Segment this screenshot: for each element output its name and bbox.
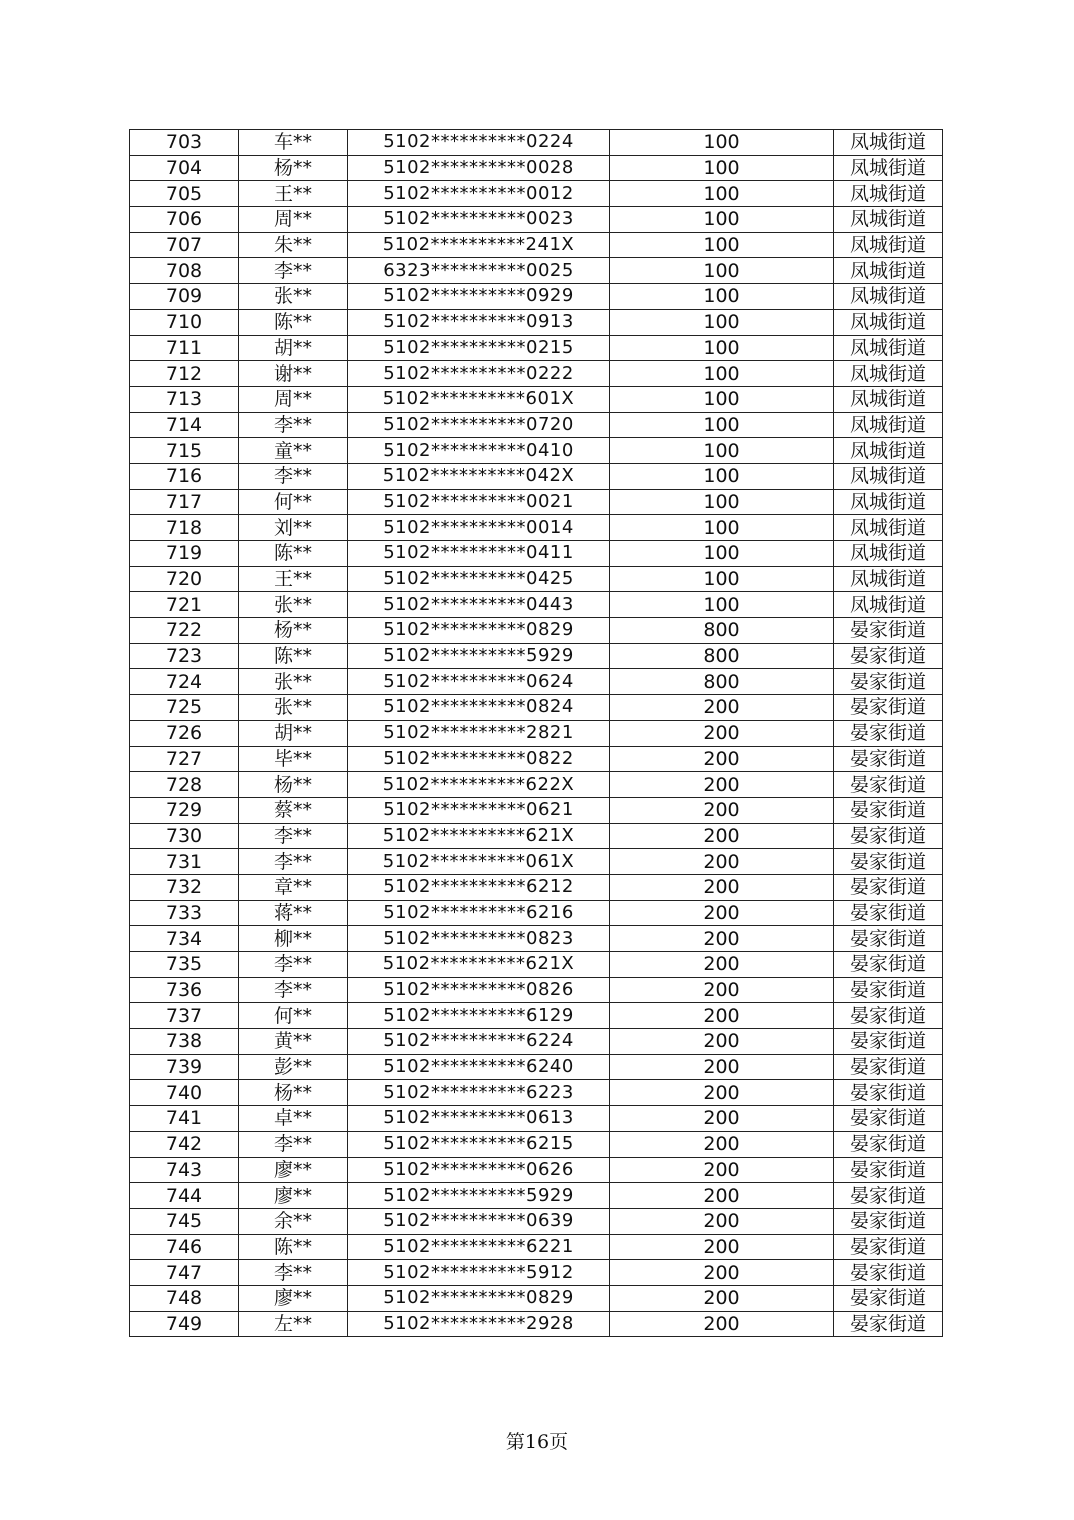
amount-cell: 100 xyxy=(610,386,834,412)
id-number-cell: 5102**********0224 xyxy=(348,130,610,156)
street-cell: 凤城街道 xyxy=(834,515,943,541)
table-row xyxy=(130,1080,943,1106)
table-row xyxy=(130,1285,943,1311)
seq-cell: 713 xyxy=(130,386,239,412)
seq-cell: 732 xyxy=(130,874,239,900)
name-cell: 朱** xyxy=(239,232,348,258)
seq-cell: 719 xyxy=(130,541,239,567)
id-number-cell: 5102**********061X xyxy=(348,849,610,875)
seq-cell: 705 xyxy=(130,181,239,207)
name-cell: 杨** xyxy=(239,618,348,644)
amount-cell: 200 xyxy=(610,900,834,926)
table-row xyxy=(130,1311,943,1337)
seq-cell: 748 xyxy=(130,1285,239,1311)
table-row xyxy=(130,1029,943,1055)
id-number-cell: 5102**********2928 xyxy=(348,1311,610,1337)
seq-cell: 720 xyxy=(130,566,239,592)
id-number-cell: 5102**********0012 xyxy=(348,181,610,207)
street-cell: 凤城街道 xyxy=(834,207,943,233)
table-row xyxy=(130,309,943,335)
table-row xyxy=(130,977,943,1003)
street-cell: 凤城街道 xyxy=(834,592,943,618)
name-cell: 李** xyxy=(239,977,348,1003)
seq-cell: 724 xyxy=(130,669,239,695)
street-cell: 晏家街道 xyxy=(834,669,943,695)
amount-cell: 200 xyxy=(610,1311,834,1337)
name-cell: 李** xyxy=(239,849,348,875)
id-number-cell: 5102**********0826 xyxy=(348,977,610,1003)
name-cell: 蔡** xyxy=(239,797,348,823)
table-row xyxy=(130,1208,943,1234)
table-row xyxy=(130,515,943,541)
name-cell: 柳** xyxy=(239,926,348,952)
table-row xyxy=(130,463,943,489)
table-row xyxy=(130,207,943,233)
name-cell: 王** xyxy=(239,566,348,592)
id-number-cell: 5102**********621X xyxy=(348,823,610,849)
street-cell: 凤城街道 xyxy=(834,284,943,310)
name-cell: 谢** xyxy=(239,361,348,387)
street-cell: 晏家街道 xyxy=(834,772,943,798)
id-number-cell: 5102**********0621 xyxy=(348,797,610,823)
amount-cell: 200 xyxy=(610,849,834,875)
seq-cell: 739 xyxy=(130,1054,239,1080)
amount-cell: 200 xyxy=(610,797,834,823)
name-cell: 卓** xyxy=(239,1106,348,1132)
street-cell: 晏家街道 xyxy=(834,977,943,1003)
id-number-cell: 5102**********6212 xyxy=(348,874,610,900)
id-number-cell: 5102**********0411 xyxy=(348,541,610,567)
table-row xyxy=(130,849,943,875)
street-cell: 凤城街道 xyxy=(834,438,943,464)
seq-cell: 704 xyxy=(130,155,239,181)
name-cell: 张** xyxy=(239,592,348,618)
table-row xyxy=(130,669,943,695)
seq-cell: 733 xyxy=(130,900,239,926)
id-number-cell: 5102**********601X xyxy=(348,386,610,412)
street-cell: 晏家街道 xyxy=(834,1208,943,1234)
street-cell: 晏家街道 xyxy=(834,1183,943,1209)
street-cell: 晏家街道 xyxy=(834,797,943,823)
id-number-cell: 5102**********0720 xyxy=(348,412,610,438)
table-row xyxy=(130,746,943,772)
name-cell: 陈** xyxy=(239,309,348,335)
street-cell: 晏家街道 xyxy=(834,1260,943,1286)
id-number-cell: 5102**********0823 xyxy=(348,926,610,952)
amount-cell: 100 xyxy=(610,232,834,258)
seq-cell: 742 xyxy=(130,1131,239,1157)
name-cell: 胡** xyxy=(239,335,348,361)
table-row xyxy=(130,412,943,438)
name-cell: 胡** xyxy=(239,720,348,746)
amount-cell: 200 xyxy=(610,772,834,798)
id-number-cell: 5102**********6221 xyxy=(348,1234,610,1260)
street-cell: 晏家街道 xyxy=(834,823,943,849)
table-row xyxy=(130,566,943,592)
seq-cell: 749 xyxy=(130,1311,239,1337)
seq-cell: 722 xyxy=(130,618,239,644)
name-cell: 何** xyxy=(239,1003,348,1029)
id-number-cell: 5102**********0639 xyxy=(348,1208,610,1234)
seq-cell: 746 xyxy=(130,1234,239,1260)
id-number-cell: 5102**********6224 xyxy=(348,1029,610,1055)
amount-cell: 100 xyxy=(610,309,834,335)
amount-cell: 100 xyxy=(610,463,834,489)
street-cell: 凤城街道 xyxy=(834,541,943,567)
id-number-cell: 5102**********621X xyxy=(348,952,610,978)
id-number-cell: 5102**********0021 xyxy=(348,489,610,515)
amount-cell: 800 xyxy=(610,643,834,669)
table-row xyxy=(130,232,943,258)
name-cell: 余** xyxy=(239,1208,348,1234)
table-row xyxy=(130,874,943,900)
table-row xyxy=(130,1183,943,1209)
name-cell: 李** xyxy=(239,463,348,489)
amount-cell: 100 xyxy=(610,130,834,156)
street-cell: 凤城街道 xyxy=(834,181,943,207)
table-row xyxy=(130,284,943,310)
amount-cell: 200 xyxy=(610,1003,834,1029)
street-cell: 凤城街道 xyxy=(834,232,943,258)
amount-cell: 200 xyxy=(610,952,834,978)
seq-cell: 729 xyxy=(130,797,239,823)
id-number-cell: 5102**********6129 xyxy=(348,1003,610,1029)
street-cell: 凤城街道 xyxy=(834,566,943,592)
table-row xyxy=(130,823,943,849)
name-cell: 毕** xyxy=(239,746,348,772)
amount-cell: 200 xyxy=(610,1080,834,1106)
amount-cell: 200 xyxy=(610,1260,834,1286)
table-row xyxy=(130,952,943,978)
id-number-cell: 5102**********0425 xyxy=(348,566,610,592)
amount-cell: 200 xyxy=(610,1157,834,1183)
street-cell: 晏家街道 xyxy=(834,1106,943,1132)
id-number-cell: 5102**********5929 xyxy=(348,1183,610,1209)
name-cell: 廖** xyxy=(239,1285,348,1311)
amount-cell: 100 xyxy=(610,181,834,207)
table-row xyxy=(130,155,943,181)
street-cell: 晏家街道 xyxy=(834,874,943,900)
amount-cell: 800 xyxy=(610,669,834,695)
amount-cell: 100 xyxy=(610,412,834,438)
street-cell: 凤城街道 xyxy=(834,155,943,181)
seq-cell: 730 xyxy=(130,823,239,849)
street-cell: 凤城街道 xyxy=(834,130,943,156)
street-cell: 晏家街道 xyxy=(834,952,943,978)
data-table xyxy=(129,129,943,1337)
amount-cell: 100 xyxy=(610,592,834,618)
name-cell: 廖** xyxy=(239,1157,348,1183)
amount-cell: 200 xyxy=(610,1234,834,1260)
id-number-cell: 5102**********0028 xyxy=(348,155,610,181)
id-number-cell: 5102**********0624 xyxy=(348,669,610,695)
seq-cell: 728 xyxy=(130,772,239,798)
table-row xyxy=(130,772,943,798)
seq-cell: 736 xyxy=(130,977,239,1003)
id-number-cell: 5102**********0913 xyxy=(348,309,610,335)
id-number-cell: 5102**********2821 xyxy=(348,720,610,746)
id-number-cell: 5102**********6216 xyxy=(348,900,610,926)
name-cell: 李** xyxy=(239,412,348,438)
seq-cell: 727 xyxy=(130,746,239,772)
id-number-cell: 5102**********0410 xyxy=(348,438,610,464)
seq-cell: 734 xyxy=(130,926,239,952)
name-cell: 何** xyxy=(239,489,348,515)
name-cell: 左** xyxy=(239,1311,348,1337)
id-number-cell: 5102**********6223 xyxy=(348,1080,610,1106)
table-row xyxy=(130,335,943,361)
street-cell: 凤城街道 xyxy=(834,489,943,515)
table-row xyxy=(130,438,943,464)
amount-cell: 100 xyxy=(610,541,834,567)
seq-cell: 712 xyxy=(130,361,239,387)
id-number-cell: 5102**********0014 xyxy=(348,515,610,541)
table-row xyxy=(130,1234,943,1260)
table-row xyxy=(130,1106,943,1132)
seq-cell: 745 xyxy=(130,1208,239,1234)
amount-cell: 200 xyxy=(610,1183,834,1209)
amount-cell: 100 xyxy=(610,335,834,361)
amount-cell: 200 xyxy=(610,1054,834,1080)
table-body xyxy=(130,130,943,1337)
name-cell: 陈** xyxy=(239,643,348,669)
name-cell: 王** xyxy=(239,181,348,207)
seq-cell: 709 xyxy=(130,284,239,310)
id-number-cell: 5102**********0824 xyxy=(348,695,610,721)
amount-cell: 100 xyxy=(610,515,834,541)
street-cell: 晏家街道 xyxy=(834,1311,943,1337)
name-cell: 张** xyxy=(239,695,348,721)
table-row xyxy=(130,618,943,644)
seq-cell: 721 xyxy=(130,592,239,618)
street-cell: 晏家街道 xyxy=(834,1054,943,1080)
table-row xyxy=(130,592,943,618)
street-cell: 晏家街道 xyxy=(834,1003,943,1029)
seq-cell: 725 xyxy=(130,695,239,721)
table-row xyxy=(130,720,943,746)
name-cell: 周** xyxy=(239,386,348,412)
street-cell: 晏家街道 xyxy=(834,926,943,952)
table-row xyxy=(130,361,943,387)
street-cell: 晏家街道 xyxy=(834,849,943,875)
name-cell: 蒋** xyxy=(239,900,348,926)
seq-cell: 741 xyxy=(130,1106,239,1132)
id-number-cell: 5102**********6215 xyxy=(348,1131,610,1157)
street-cell: 晏家街道 xyxy=(834,746,943,772)
street-cell: 晏家街道 xyxy=(834,1131,943,1157)
table-row xyxy=(130,1054,943,1080)
seq-cell: 740 xyxy=(130,1080,239,1106)
table-row xyxy=(130,489,943,515)
amount-cell: 200 xyxy=(610,1208,834,1234)
seq-cell: 738 xyxy=(130,1029,239,1055)
street-cell: 凤城街道 xyxy=(834,258,943,284)
name-cell: 刘** xyxy=(239,515,348,541)
amount-cell: 200 xyxy=(610,874,834,900)
street-cell: 晏家街道 xyxy=(834,643,943,669)
street-cell: 晏家街道 xyxy=(834,720,943,746)
name-cell: 黄** xyxy=(239,1029,348,1055)
amount-cell: 100 xyxy=(610,438,834,464)
name-cell: 张** xyxy=(239,284,348,310)
amount-cell: 100 xyxy=(610,361,834,387)
id-number-cell: 5102**********0023 xyxy=(348,207,610,233)
name-cell: 彭** xyxy=(239,1054,348,1080)
table-row xyxy=(130,643,943,669)
amount-cell: 200 xyxy=(610,720,834,746)
street-cell: 凤城街道 xyxy=(834,412,943,438)
table-row xyxy=(130,181,943,207)
seq-cell: 744 xyxy=(130,1183,239,1209)
seq-cell: 723 xyxy=(130,643,239,669)
name-cell: 杨** xyxy=(239,772,348,798)
amount-cell: 200 xyxy=(610,1106,834,1132)
id-number-cell: 5102**********622X xyxy=(348,772,610,798)
name-cell: 周** xyxy=(239,207,348,233)
page-number: 第16页 xyxy=(505,1431,569,1453)
seq-cell: 731 xyxy=(130,849,239,875)
id-number-cell: 5102**********0222 xyxy=(348,361,610,387)
id-number-cell: 5102**********0215 xyxy=(348,335,610,361)
name-cell: 杨** xyxy=(239,1080,348,1106)
table-row xyxy=(130,695,943,721)
seq-cell: 714 xyxy=(130,412,239,438)
amount-cell: 200 xyxy=(610,926,834,952)
street-cell: 晏家街道 xyxy=(834,1157,943,1183)
amount-cell: 100 xyxy=(610,566,834,592)
amount-cell: 100 xyxy=(610,258,834,284)
id-number-cell: 5102**********5912 xyxy=(348,1260,610,1286)
table-row xyxy=(130,797,943,823)
id-number-cell: 5102**********0829 xyxy=(348,618,610,644)
name-cell: 李** xyxy=(239,1260,348,1286)
street-cell: 晏家街道 xyxy=(834,695,943,721)
street-cell: 凤城街道 xyxy=(834,309,943,335)
name-cell: 杨** xyxy=(239,155,348,181)
seq-cell: 708 xyxy=(130,258,239,284)
table-row xyxy=(130,1260,943,1286)
street-cell: 凤城街道 xyxy=(834,463,943,489)
table-row xyxy=(130,926,943,952)
seq-cell: 715 xyxy=(130,438,239,464)
table-row xyxy=(130,258,943,284)
table-row xyxy=(130,541,943,567)
street-cell: 晏家街道 xyxy=(834,1285,943,1311)
amount-cell: 200 xyxy=(610,823,834,849)
seq-cell: 726 xyxy=(130,720,239,746)
amount-cell: 200 xyxy=(610,1285,834,1311)
id-number-cell: 6323**********0025 xyxy=(348,258,610,284)
table-row xyxy=(130,1003,943,1029)
amount-cell: 100 xyxy=(610,207,834,233)
amount-cell: 200 xyxy=(610,1029,834,1055)
name-cell: 陈** xyxy=(239,1234,348,1260)
id-number-cell: 5102**********0613 xyxy=(348,1106,610,1132)
table-row xyxy=(130,1157,943,1183)
seq-cell: 747 xyxy=(130,1260,239,1286)
street-cell: 凤城街道 xyxy=(834,335,943,361)
name-cell: 章** xyxy=(239,874,348,900)
name-cell: 张** xyxy=(239,669,348,695)
table-row xyxy=(130,386,943,412)
seq-cell: 718 xyxy=(130,515,239,541)
name-cell: 李** xyxy=(239,823,348,849)
seq-cell: 711 xyxy=(130,335,239,361)
amount-cell: 200 xyxy=(610,746,834,772)
name-cell: 李** xyxy=(239,258,348,284)
seq-cell: 716 xyxy=(130,463,239,489)
id-number-cell: 5102**********6240 xyxy=(348,1054,610,1080)
id-number-cell: 5102**********0929 xyxy=(348,284,610,310)
seq-cell: 710 xyxy=(130,309,239,335)
street-cell: 晏家街道 xyxy=(834,1234,943,1260)
seq-cell: 703 xyxy=(130,130,239,156)
street-cell: 晏家街道 xyxy=(834,900,943,926)
seq-cell: 735 xyxy=(130,952,239,978)
amount-cell: 200 xyxy=(610,1131,834,1157)
id-number-cell: 5102**********0626 xyxy=(348,1157,610,1183)
street-cell: 凤城街道 xyxy=(834,361,943,387)
amount-cell: 100 xyxy=(610,155,834,181)
street-cell: 凤城街道 xyxy=(834,386,943,412)
id-number-cell: 5102**********241X xyxy=(348,232,610,258)
seq-cell: 737 xyxy=(130,1003,239,1029)
seq-cell: 706 xyxy=(130,207,239,233)
seq-cell: 743 xyxy=(130,1157,239,1183)
seq-cell: 707 xyxy=(130,232,239,258)
table-row xyxy=(130,130,943,156)
amount-cell: 200 xyxy=(610,695,834,721)
amount-cell: 100 xyxy=(610,284,834,310)
street-cell: 晏家街道 xyxy=(834,1080,943,1106)
id-number-cell: 5102**********0443 xyxy=(348,592,610,618)
table-row xyxy=(130,900,943,926)
street-cell: 晏家街道 xyxy=(834,618,943,644)
seq-cell: 717 xyxy=(130,489,239,515)
amount-cell: 100 xyxy=(610,489,834,515)
id-number-cell: 5102**********0829 xyxy=(348,1285,610,1311)
amount-cell: 200 xyxy=(610,977,834,1003)
name-cell: 童** xyxy=(239,438,348,464)
table-row xyxy=(130,1131,943,1157)
name-cell: 李** xyxy=(239,1131,348,1157)
street-cell: 晏家街道 xyxy=(834,1029,943,1055)
name-cell: 李** xyxy=(239,952,348,978)
id-number-cell: 5102**********5929 xyxy=(348,643,610,669)
name-cell: 陈** xyxy=(239,541,348,567)
name-cell: 车** xyxy=(239,130,348,156)
id-number-cell: 5102**********0822 xyxy=(348,746,610,772)
amount-cell: 800 xyxy=(610,618,834,644)
id-number-cell: 5102**********042X xyxy=(348,463,610,489)
name-cell: 廖** xyxy=(239,1183,348,1209)
